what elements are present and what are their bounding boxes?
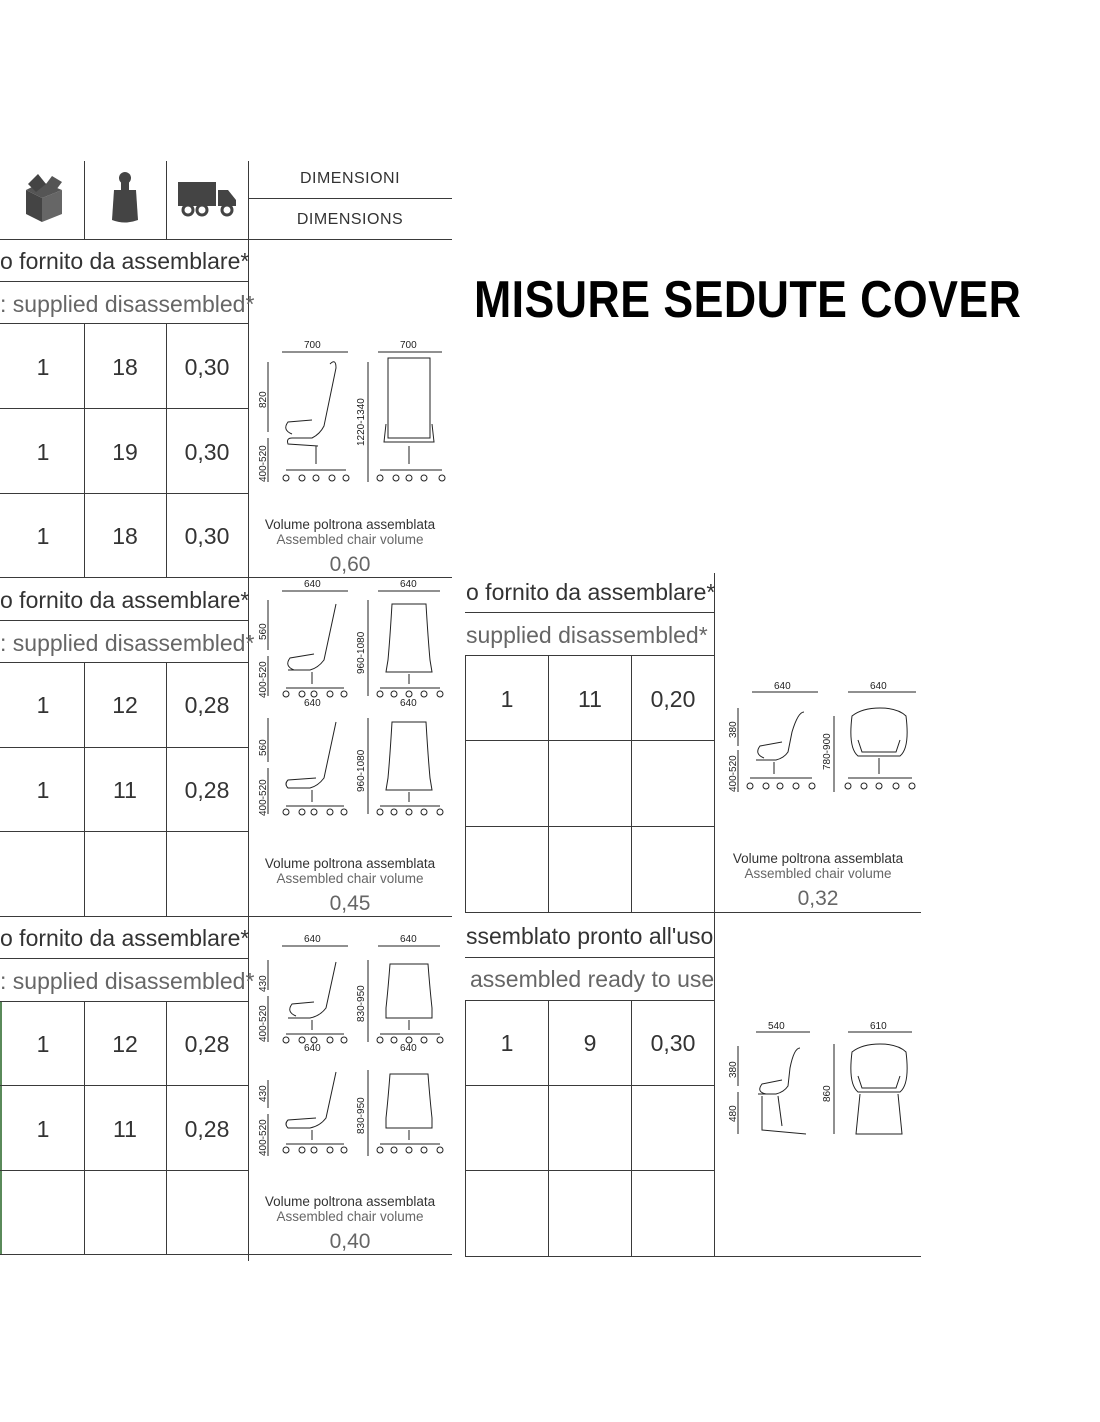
caption-it: Volume poltrona assemblata <box>264 1194 436 1209</box>
caption-it: Volume poltrona assemblata <box>264 517 436 532</box>
svg-text:640: 640 <box>400 934 417 945</box>
svg-text:400-520: 400-520 <box>258 661 269 698</box>
table-cell: 1 <box>36 1031 50 1057</box>
section-label-it: o fornito da assemblare* <box>0 248 250 274</box>
chair-diagram-1 <box>252 334 452 494</box>
section-label-it: o fornito da assemblare* <box>466 579 716 605</box>
table-cell: 19 <box>112 439 138 465</box>
table-cell: 1 <box>36 777 50 803</box>
truck-icon <box>176 178 238 218</box>
table-cell: 0,30 <box>650 1030 696 1056</box>
caption-en: Assembled chair volume <box>276 871 424 886</box>
table-cell: 1 <box>36 1116 50 1142</box>
table-cell: 11 <box>578 686 602 712</box>
volume-value: 0,40 <box>329 1230 371 1253</box>
page-title: MISURE SEDUTE COVER <box>474 271 1022 329</box>
chair-diagram-5 <box>722 1014 922 1144</box>
table-cell: 11 <box>113 1116 137 1142</box>
table-cell: 0,30 <box>184 439 230 465</box>
svg-text:960-1080: 960-1080 <box>356 749 367 792</box>
table-cell: 12 <box>112 692 138 718</box>
table-cell: 1 <box>36 439 50 465</box>
svg-text:960-1080: 960-1080 <box>356 631 367 674</box>
svg-text:640: 640 <box>400 1043 417 1054</box>
caption-it: Volume poltrona assemblata <box>264 856 436 871</box>
chair-diagram-2 <box>252 578 452 824</box>
table-cell: 0,28 <box>184 1116 230 1142</box>
table-cell: 1 <box>500 1030 514 1056</box>
caption-en: Assembled chair volume <box>276 1209 424 1224</box>
table-cell: 0,30 <box>184 354 230 380</box>
volume-value: 0,32 <box>797 887 839 910</box>
table-cell: 1 <box>36 523 50 549</box>
volume-value: 0,45 <box>329 892 371 915</box>
section-label-it: o fornito da assemblare* <box>0 587 250 613</box>
svg-text:430: 430 <box>258 1085 269 1102</box>
svg-text:860: 860 <box>822 1085 833 1102</box>
svg-text:640: 640 <box>304 579 321 590</box>
svg-text:640: 640 <box>304 934 321 945</box>
table-cell: 0,20 <box>650 686 696 712</box>
svg-text:1220-1340: 1220-1340 <box>356 398 367 446</box>
svg-text:480: 480 <box>728 1105 739 1122</box>
section-label-en: : supplied disassembled* <box>0 630 255 656</box>
caption-it: Volume poltrona assemblata <box>732 851 904 866</box>
svg-text:700: 700 <box>400 340 417 351</box>
section-label-en: : supplied disassembled* <box>0 968 255 994</box>
svg-text:640: 640 <box>304 698 321 709</box>
svg-text:640: 640 <box>400 698 417 709</box>
table-cell: 1 <box>36 692 50 718</box>
svg-text:640: 640 <box>870 681 887 692</box>
table-cell: 11 <box>113 777 137 803</box>
svg-text:400-520: 400-520 <box>258 1005 269 1042</box>
svg-text:830-950: 830-950 <box>356 1097 367 1134</box>
svg-text:700: 700 <box>304 340 321 351</box>
section-label-it: ssemblato pronto all'uso <box>466 923 714 949</box>
svg-text:380: 380 <box>728 721 739 738</box>
svg-text:400-520: 400-520 <box>258 445 269 482</box>
table-cell: 1 <box>500 686 514 712</box>
svg-text:400-520: 400-520 <box>258 1119 269 1156</box>
table-cell: 0,28 <box>184 692 230 718</box>
svg-text:830-950: 830-950 <box>356 985 367 1022</box>
chair-diagram-4 <box>722 676 922 800</box>
table-cell: 9 <box>583 1030 597 1056</box>
section-label-en: assembled ready to use <box>470 966 715 992</box>
svg-text:560: 560 <box>258 623 269 640</box>
svg-text:540: 540 <box>768 1021 785 1032</box>
section-label-it: o fornito da assemblare* <box>0 925 250 951</box>
table-cell: 12 <box>112 1031 138 1057</box>
table-cell: 1 <box>36 354 50 380</box>
svg-text:610: 610 <box>870 1021 887 1032</box>
table-cell: 0,30 <box>184 523 230 549</box>
dimensions-heading-en: DIMENSIONS <box>296 211 404 228</box>
svg-text:380: 380 <box>728 1061 739 1078</box>
caption-en: Assembled chair volume <box>744 866 892 881</box>
box-icon <box>22 170 66 226</box>
weight-icon <box>108 170 142 226</box>
section-label-en: : supplied disassembled* <box>0 291 255 317</box>
svg-text:400-520: 400-520 <box>728 755 739 792</box>
svg-text:560: 560 <box>258 739 269 756</box>
table-cell: 0,28 <box>184 777 230 803</box>
svg-text:640: 640 <box>400 579 417 590</box>
svg-text:780-900: 780-900 <box>822 733 833 770</box>
dimensions-heading-it: DIMENSIONI <box>299 170 401 187</box>
section-label-en: supplied disassembled* <box>466 622 708 648</box>
chair-diagram-3 <box>252 930 452 1160</box>
svg-text:430: 430 <box>258 975 269 992</box>
volume-value: 0,60 <box>329 553 371 576</box>
caption-en: Assembled chair volume <box>276 532 424 547</box>
svg-text:820: 820 <box>258 391 269 408</box>
table-cell: 0,28 <box>184 1031 230 1057</box>
svg-text:400-520: 400-520 <box>258 779 269 816</box>
svg-text:640: 640 <box>304 1043 321 1054</box>
table-cell: 18 <box>112 354 138 380</box>
svg-text:640: 640 <box>774 681 791 692</box>
table-cell: 18 <box>112 523 138 549</box>
